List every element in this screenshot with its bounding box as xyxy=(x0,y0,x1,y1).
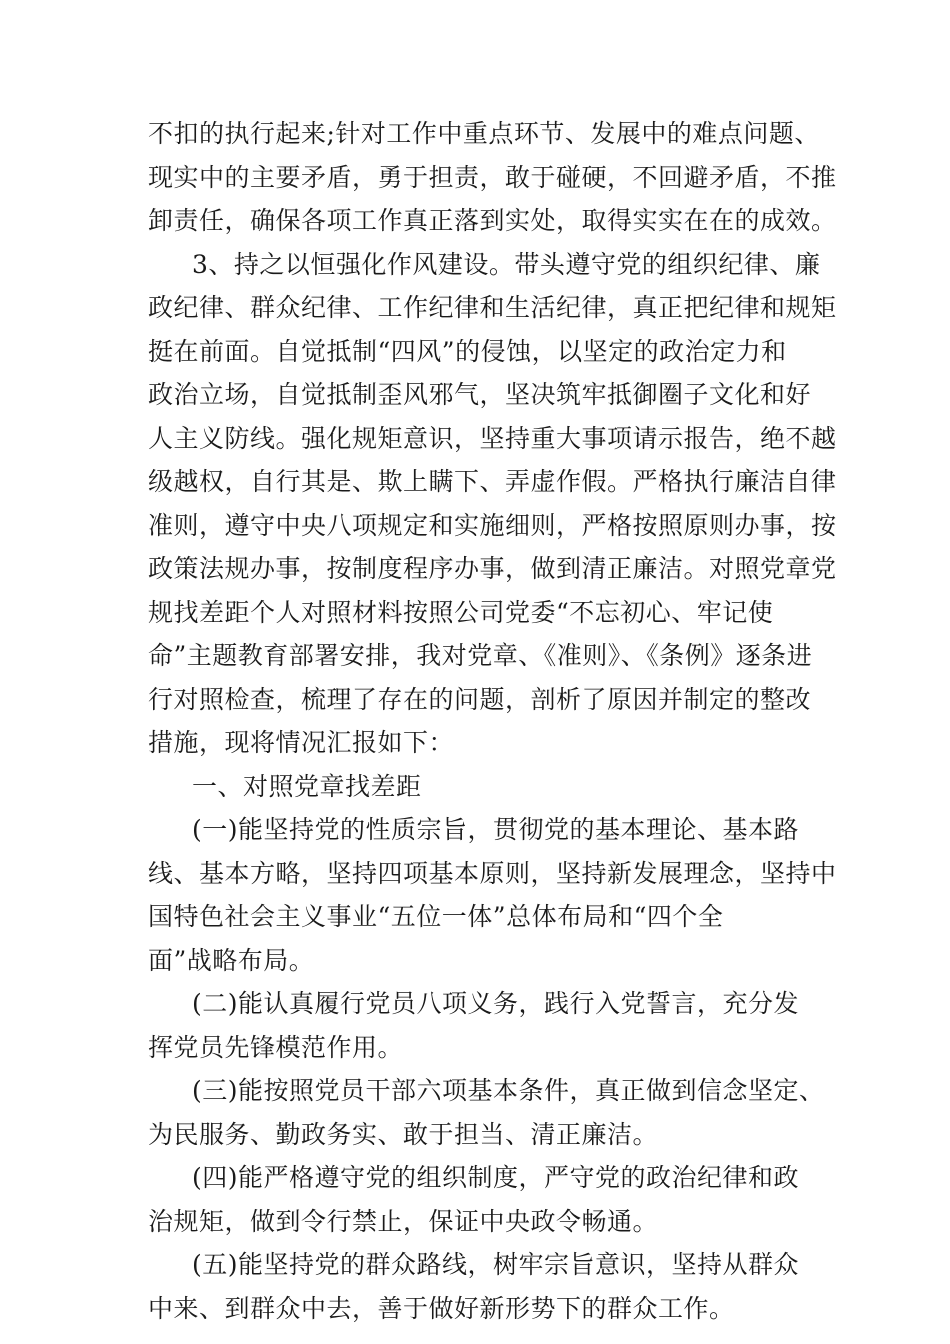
text-line: 线、基本方略，坚持四项基本原则，坚持新发展理念，坚持中 xyxy=(148,858,837,888)
document-body xyxy=(148,112,837,1330)
text-line: 级越权，自行其是、欺上瞒下、弄虚作假。严格执行廉洁自律 xyxy=(148,467,837,496)
text-line: 不扣的执行起来;针对工作中重点环节、发展中的难点问题、 xyxy=(148,119,820,148)
text-line: 卸责任，确保各项工作真正落到实处，取得实实在在的成效。 xyxy=(148,206,837,235)
text-line: 为民服务、勤政务实、敢于担当、清正廉洁。 xyxy=(148,1119,659,1149)
text-line: (二)能认真履行党员八项义务，践行入党誓言，充分发 xyxy=(192,989,800,1018)
text-line: 国特色社会主义事业“五位一体”总体布局和“四个全 xyxy=(148,902,724,931)
text-line: 挺在前面。自觉抵制“四风”的侵蚀，以坚定的政治定力和 xyxy=(148,336,787,366)
text-line: 措施，现将情况汇报如下： xyxy=(148,728,455,757)
text-line: 挥党员先锋模范作用。 xyxy=(148,1032,404,1062)
text-line: 政纪律、群众纪律、工作纪律和生活纪律，真正把纪律和规矩 xyxy=(148,293,837,322)
text-line: 面”战略布局。 xyxy=(148,945,315,975)
text-line: 准则，遵守中央八项规定和实施细则，严格按照原则办事，按 xyxy=(148,510,837,540)
text-line: 一、对照党章找差距 xyxy=(192,771,422,801)
text-line: 人主义防线。强化规矩意识，坚持重大事项请示报告，绝不越 xyxy=(148,423,837,453)
text-line: 中来、到群众中去，善于做好新形势下的群众工作。 xyxy=(148,1293,735,1323)
text-line: (一)能坚持党的性质宗旨，贯彻党的基本理论、基本路 xyxy=(192,815,800,844)
text-line: 规找差距个人对照材料按照公司党委“不忘初心、牢记使 xyxy=(148,597,774,627)
text-line: (四)能严格遵守党的组织制度，严守党的政治纪律和政 xyxy=(192,1163,800,1192)
text-line: (三)能按照党员干部六项基本条件，真正做到信念坚定、 xyxy=(192,1076,825,1105)
text-line: 政治立场，自觉抵制歪风邪气，坚决筑牢抵御圈子文化和好 xyxy=(148,380,812,409)
text-line: (五)能坚持党的群众路线，树牢宗旨意识，坚持从群众 xyxy=(192,1250,800,1279)
text-line: 治规矩，做到令行禁止，保证中央政令畅通。 xyxy=(148,1206,659,1236)
text-line: 3、持之以恒强化作风建设。带头遵守党的组织纪律、廉 xyxy=(192,249,821,279)
text-line: 行对照检查，梳理了存在的问题，剖析了原因并制定的整改 xyxy=(148,684,812,714)
text-line: 现实中的主要矛盾，勇于担责，敢于碰硬，不回避矛盾，不推 xyxy=(148,162,837,192)
text-line: 命”主题教育部署安排，我对党章、《准则》、《条例》逐条进 xyxy=(148,641,813,670)
text-line: 政策法规办事，按制度程序办事，做到清正廉洁。对照党章党 xyxy=(148,554,837,583)
